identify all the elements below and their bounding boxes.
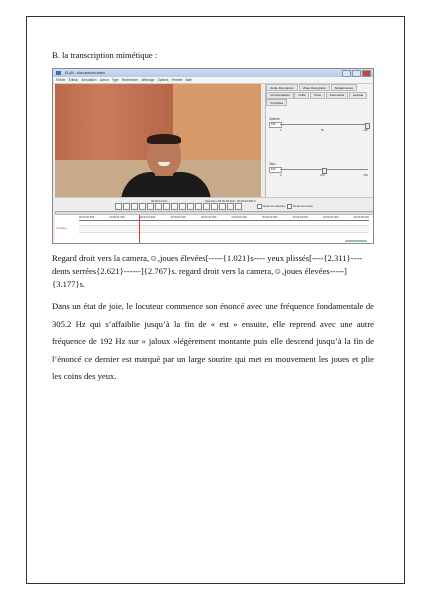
tab-subtitles[interactable]: Sous-titres [326, 92, 348, 99]
play-selection-button[interactable] [187, 203, 194, 210]
loop-button[interactable] [203, 203, 210, 210]
menu-item-fichier[interactable]: Fichier [56, 78, 66, 82]
menu-item-affichage[interactable]: Affichage [141, 78, 155, 82]
loop-mode-checkbox[interactable]: Mode de boucle [287, 204, 313, 209]
checkbox-icon [287, 204, 292, 209]
elan-screenshot [52, 68, 374, 244]
volume-field[interactable]: 100 [269, 122, 282, 128]
window-title: ELAN - Mon-archivo-vidéo [65, 71, 105, 75]
selection-readout: Sélection: 00:00:00.000 - 00:00:00.000 0 [205, 199, 256, 203]
tab-audio-recognizer[interactable]: Audio Recognizer [266, 84, 298, 91]
close-icon[interactable] [362, 70, 371, 77]
rate-ticks: 0 100 200 [280, 173, 368, 177]
annotation-timeline[interactable] [55, 214, 373, 244]
tab-video-recognizer[interactable]: Video Recognizer [299, 84, 331, 91]
menu-item-options[interactable]: Options [157, 78, 169, 82]
tab-text[interactable]: Texte [310, 92, 325, 99]
selection-end-button[interactable] [219, 203, 226, 210]
volume-slider[interactable] [280, 124, 368, 125]
tab-controls[interactable]: Contrôles [266, 99, 287, 106]
rate-label: Taux [269, 162, 276, 166]
step-forward-button[interactable] [163, 203, 170, 210]
analysis-paragraph: Dans un état de joie, le locuteur commence son énoncé avec une fréquence fondamentale de 305.2 Hz qui s’affaiblie jusqu’à la fin de « est » ensuite, elle reprend avec une autre fréquence de 192 Hz sur « jaloux »légèrement montante puis elle descend jusqu’à la fin de l’énoncé ce dernier est marqué par un large sourire qui met en mouvement les joues et plie les coins des yeux. [52, 301, 374, 382]
tab-comments[interactable]: Commentaires [266, 92, 294, 99]
window-titlebar [53, 69, 373, 77]
menu-item-acteur[interactable]: Acteur [99, 78, 109, 82]
tier-label[interactable]: mimique [56, 226, 67, 230]
minimize-icon[interactable] [342, 70, 351, 77]
play-back-button[interactable] [139, 203, 146, 210]
menu-item-edition[interactable]: Édition [68, 78, 79, 82]
go-to-end-button[interactable] [179, 203, 186, 210]
menu-item-annotation[interactable]: Annotation [81, 78, 97, 82]
step-back-button[interactable] [131, 203, 138, 210]
zoom-slider[interactable] [345, 240, 367, 242]
selection-mode-checkbox[interactable]: Mode de sélection [257, 204, 286, 209]
menu-bar [53, 77, 373, 84]
menu-item-type[interactable]: Type [111, 78, 119, 82]
controls-panel [265, 84, 374, 197]
selection-begin-button[interactable] [211, 203, 218, 210]
maximize-icon[interactable] [352, 70, 361, 77]
rate-field[interactable]: 100 [269, 167, 282, 173]
next-frame-button[interactable] [171, 203, 178, 210]
playhead-cursor[interactable] [139, 215, 140, 244]
transcription-text: Regard droit vers la camera,☺,joues élevées[-----{1.021}s---- yeux plissés[----{2.311}----dents serrées{2.621}------]{2.767}s. regard droit vers la camera,☺,joues élevées-----]{3.177}s. [52, 253, 363, 289]
go-to-start-button[interactable] [115, 203, 122, 210]
tab-lexicon[interactable]: Lexique [349, 92, 368, 99]
tab-grid[interactable]: Grille [294, 92, 309, 99]
clear-selection-button[interactable] [195, 203, 202, 210]
tier-track[interactable] [79, 225, 369, 233]
previous-frame-button[interactable] [123, 203, 130, 210]
menu-item-fenetre[interactable]: Fenêtre [171, 78, 183, 82]
menu-item-rechercher[interactable]: Rechercher [121, 78, 139, 82]
app-icon [56, 71, 61, 75]
checkbox-icon [257, 204, 262, 209]
media-controls [55, 197, 373, 214]
pause-button[interactable] [155, 203, 162, 210]
play-button[interactable] [147, 203, 154, 210]
rate-slider[interactable] [280, 169, 368, 170]
volume-label: Volume [269, 117, 280, 121]
panel-tabs [266, 84, 374, 107]
time-ruler: 00:00:00.500 00:00:01.000 00:00:01.500 00:00:02.000 00:00:02.500 00:00:03.000 00:00:03.500 00:00:04.000 00:00:04.500 00:00:05.000 [79, 216, 369, 219]
video-viewer [55, 84, 261, 197]
window-buttons [342, 70, 371, 77]
tab-metadata[interactable]: Métadonnées [331, 84, 357, 91]
playback-buttons [115, 203, 242, 210]
current-time: 00:00:01.021 [151, 199, 168, 203]
menu-item-aide[interactable]: Aide [185, 78, 192, 82]
snap-button[interactable] [235, 203, 242, 210]
volume-ticks: 0 50 100 [280, 128, 368, 132]
cursor-button[interactable] [227, 203, 234, 210]
section-heading: B. la transcription mimétique : [52, 50, 158, 60]
